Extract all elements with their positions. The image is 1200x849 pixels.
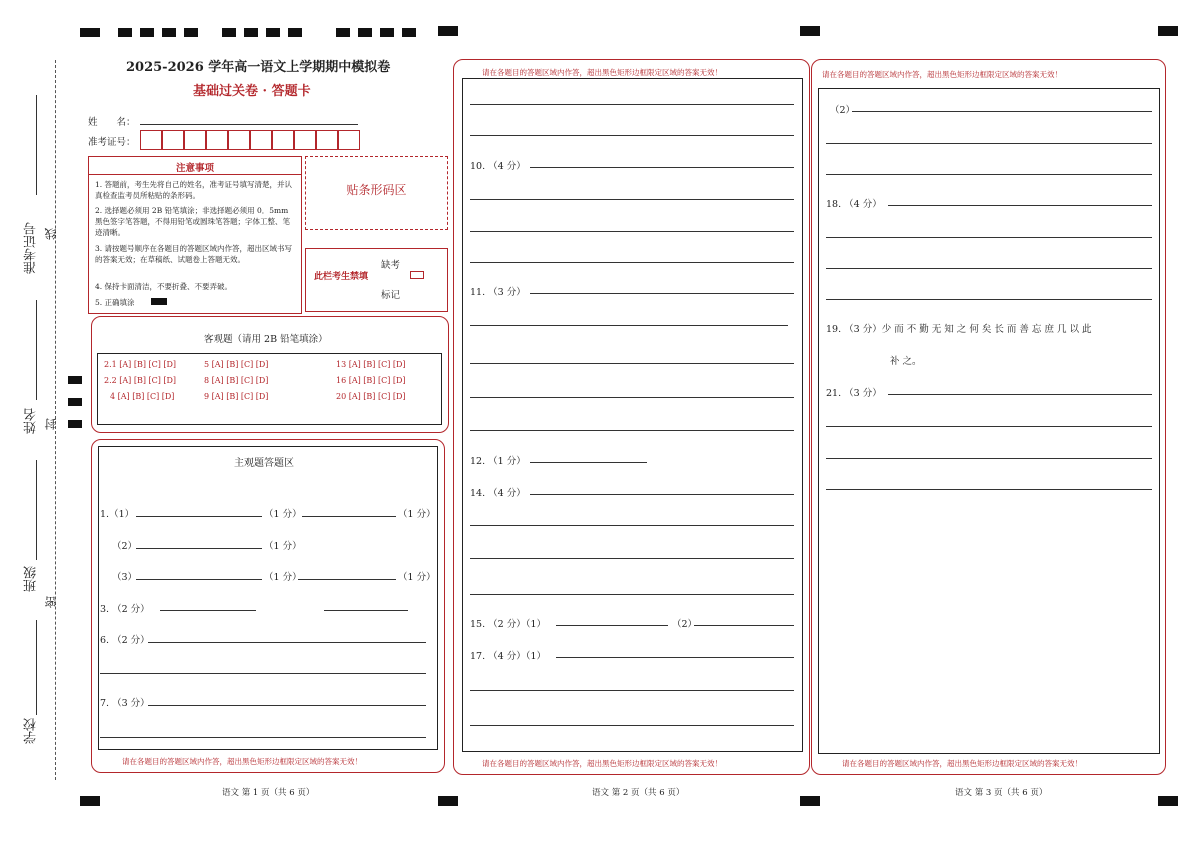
page2-line[interactable] (470, 104, 794, 105)
page1-footer: 语文 第 1 页（共 6 页） (222, 788, 315, 798)
q2-answer-2[interactable] (826, 143, 1152, 144)
alignment-mark (80, 796, 100, 806)
q12-answer[interactable] (530, 462, 647, 463)
q10-answer-3[interactable] (470, 231, 794, 232)
alignment-mark (402, 28, 416, 37)
q21-answer-1[interactable] (888, 394, 1152, 395)
alignment-mark (1158, 26, 1178, 36)
notice-item-5: 5. 正确填涂 (95, 298, 135, 307)
alignment-mark (266, 28, 280, 37)
alignment-mark (288, 28, 302, 37)
page1-bottom-note: 请在各题目的答题区域内作答，超出黑色矩形边框限定区域的答案无效！ (122, 757, 362, 766)
side-name-label: 姓名 (24, 408, 39, 434)
side-secret-label: 密 (44, 596, 58, 608)
alignment-mark (438, 26, 458, 36)
barcode-area (305, 156, 448, 230)
q18-label: 18. （4 分） (826, 199, 882, 210)
exam-subtitle: 基础过关卷 · 答题卡 (193, 84, 311, 99)
name-field[interactable] (140, 124, 358, 125)
alignment-mark (380, 28, 394, 37)
q10-answer-1[interactable] (530, 167, 794, 168)
q11-label: 11. （3 分） (470, 287, 526, 298)
alignment-mark (68, 398, 82, 406)
alignment-mark (244, 28, 258, 37)
notice-item-2: 2. 选择题必须用 2B 铅笔填涂；非选择题必须用 0．5mm 黑色签字笔答题，不得用铅笔或圆珠笔答题；字体工整、笔迹清晰。 (95, 206, 290, 237)
q3-answer-b[interactable] (324, 610, 408, 611)
alignment-mark (358, 28, 372, 37)
q21-answer-3[interactable] (826, 458, 1152, 459)
objective-option-20[interactable]: 20 [A] [B] [C] [D] (336, 392, 406, 401)
q10-label: 10. （4 分） (470, 161, 526, 172)
q6-label: 6. （2 分） (100, 635, 150, 646)
q15-label: 15. （2 分）（1） (470, 619, 546, 630)
q10-answer-4[interactable] (470, 262, 794, 263)
side-name-line (36, 300, 37, 400)
q2-answer-1[interactable] (852, 111, 1152, 112)
q11-answer-3[interactable] (470, 363, 794, 364)
alignment-mark (438, 796, 458, 806)
alignment-mark (1158, 796, 1178, 806)
alignment-mark (222, 28, 236, 37)
q21-label: 21. （3 分） (826, 388, 882, 399)
page3-answer-area (818, 88, 1160, 754)
q11-answer-5[interactable] (470, 430, 794, 431)
alignment-mark (336, 28, 350, 37)
page3-footer: 语文 第 3 页（共 6 页） (955, 788, 1048, 798)
page3-top-note: 请在各题目的答题区域内作答，超出黑色矩形边框限定区域的答案无效！ (822, 70, 1062, 79)
alignment-mark (68, 420, 82, 428)
q7-label: 7. （3 分） (100, 698, 150, 709)
q12-label: 12. （1 分） (470, 456, 526, 467)
alignment-mark (118, 28, 132, 37)
q21-answer-4[interactable] (826, 489, 1152, 490)
absent-checkbox[interactable] (410, 271, 424, 279)
side-seal-label: 封 (44, 418, 58, 430)
page2-bottom-note: 请在各题目的答题区域内作答，超出黑色矩形边框限定区域的答案无效！ (482, 759, 722, 768)
q15-label-2: （2） (672, 619, 698, 630)
absent-mark-top: 缺考 (381, 260, 401, 271)
q17-answer-1[interactable] (556, 657, 794, 658)
q1-1-points-b: （1 分） (398, 509, 436, 520)
objective-option-2-2[interactable]: 2.2 [A] [B] [C] [D] (104, 376, 177, 385)
objective-option-4[interactable]: 4 [A] [B] [C] [D] (110, 392, 175, 401)
q19-text-cont: 补 之。 (890, 356, 922, 367)
alignment-mark (800, 26, 820, 36)
q6-answer-1[interactable] (148, 642, 426, 643)
notice-item-1: 1. 答题前，考生先将自己的姓名，准考证号填写清楚，并认真检查监考员所粘贴的条形码。 (95, 180, 293, 200)
q1-1-points-a: （1 分） (264, 509, 302, 520)
q1-2-label: （2） (112, 541, 138, 552)
objective-panel (91, 316, 449, 433)
q19-text: 19. （3 分）少 而 不 勤 无 知 之 何 矣 长 而 善 忘 庶 几 以 此 (826, 324, 1092, 335)
q17-answer-3[interactable] (470, 725, 794, 726)
q18-answer-1[interactable] (888, 205, 1152, 206)
side-school-label: 学校 (24, 718, 39, 744)
q14-answer-1[interactable] (530, 494, 794, 495)
q6-answer-2[interactable] (100, 673, 426, 674)
q1-3-points-b: （1 分） (398, 572, 436, 583)
exam-id-boxes[interactable] (140, 130, 360, 150)
q2-answer-3[interactable] (826, 174, 1152, 175)
page2-line[interactable] (470, 135, 794, 136)
q3-label: 3. （2 分） (100, 604, 150, 615)
alignment-mark (140, 28, 154, 37)
q3-answer-a[interactable] (160, 610, 256, 611)
fill-sample-mark (151, 298, 167, 305)
side-line-label: 线 (44, 228, 58, 240)
objective-title: 客观题（请用 2B 铅笔填涂） (204, 334, 328, 345)
q18-answer-3[interactable] (826, 268, 1152, 269)
q14-answer-2[interactable] (470, 525, 794, 526)
q1-3-points-a: （1 分） (264, 572, 302, 583)
objective-option-8[interactable]: 8 [A] [B] [C] [D] (204, 376, 269, 385)
q17-answer-2[interactable] (470, 690, 794, 691)
exam-id-label: 准考证号： (88, 137, 136, 148)
q2-label: （2） (830, 105, 856, 116)
page2-top-note: 请在各题目的答题区域内作答，超出黑色矩形边框限定区域的答案无效！ (482, 68, 722, 77)
subjective-title: 主观题答题区 (234, 458, 294, 469)
q21-answer-2[interactable] (826, 426, 1152, 427)
q17-label: 17. （4 分）（1） (470, 651, 546, 662)
q18-answer-4[interactable] (826, 299, 1152, 300)
q1-2-points: （1 分） (264, 541, 302, 552)
q15-answer-2[interactable] (694, 625, 794, 626)
notice-title: 注意事项 (89, 157, 301, 175)
objective-option-16[interactable]: 16 [A] [B] [C] [D] (336, 376, 406, 385)
q7-answer-1[interactable] (148, 705, 426, 706)
q1-1-label: 1.（1） (100, 509, 135, 520)
q7-answer-2[interactable] (100, 737, 426, 738)
q1-3-answer-a[interactable] (136, 579, 262, 580)
q15-answer-1[interactable] (556, 625, 668, 626)
alignment-mark (80, 28, 100, 37)
page2-footer: 语文 第 2 页（共 6 页） (592, 788, 685, 798)
q11-answer-4[interactable] (470, 397, 794, 398)
absent-box (305, 248, 448, 312)
page3-bottom-note: 请在各题目的答题区域内作答，超出黑色矩形边框限定区域的答案无效！ (842, 759, 1082, 768)
name-label: 姓 名： (88, 117, 136, 128)
objective-option-2-1[interactable]: 2.1 [A] [B] [C] [D] (104, 360, 177, 369)
side-class-label: 班级 (24, 566, 39, 592)
alignment-mark (800, 796, 820, 806)
q10-answer-2[interactable] (470, 199, 794, 200)
objective-option-13[interactable]: 13 [A] [B] [C] [D] (336, 360, 406, 369)
q1-3-answer-b[interactable] (298, 579, 396, 580)
side-exam-id-line (36, 95, 37, 195)
q1-1-answer-a[interactable] (136, 516, 262, 517)
objective-option-5[interactable]: 5 [A] [B] [C] [D] (204, 360, 269, 369)
side-exam-id-label: 准考证号 (24, 222, 39, 274)
barcode-label: 贴条形码区 (346, 183, 407, 197)
q14-label: 14. （4 分） (470, 488, 526, 499)
notice-item-3: 3. 请按题号顺序在各题目的答题区域内作答，超出区域书写的答案无效；在草稿纸、试题卷上答题无效。 (95, 244, 293, 264)
q1-1-answer-b[interactable] (302, 516, 396, 517)
q11-answer-2[interactable] (470, 325, 788, 326)
alignment-mark (162, 28, 176, 37)
q1-2-answer[interactable] (136, 548, 262, 549)
q14-answer-4[interactable] (470, 594, 794, 595)
alignment-mark (184, 28, 198, 37)
side-class-line (36, 460, 37, 560)
q11-answer-1[interactable] (530, 293, 794, 294)
notice-box (88, 156, 302, 314)
q18-answer-2[interactable] (826, 237, 1152, 238)
side-school-line (36, 620, 37, 715)
notice-item-4: 4. 保持卡面清洁，不要折叠、不要弄破。 (95, 282, 233, 291)
absent-label: 此栏考生禁填 (314, 272, 369, 282)
objective-option-9[interactable]: 9 [A] [B] [C] [D] (204, 392, 269, 401)
q14-answer-3[interactable] (470, 558, 794, 559)
q1-3-label: （3） (112, 572, 138, 583)
exam-title: 2025-2026 学年高一语文上学期期中模拟卷 (126, 60, 391, 75)
alignment-mark (68, 376, 82, 384)
absent-mark-bottom: 标记 (381, 290, 401, 301)
